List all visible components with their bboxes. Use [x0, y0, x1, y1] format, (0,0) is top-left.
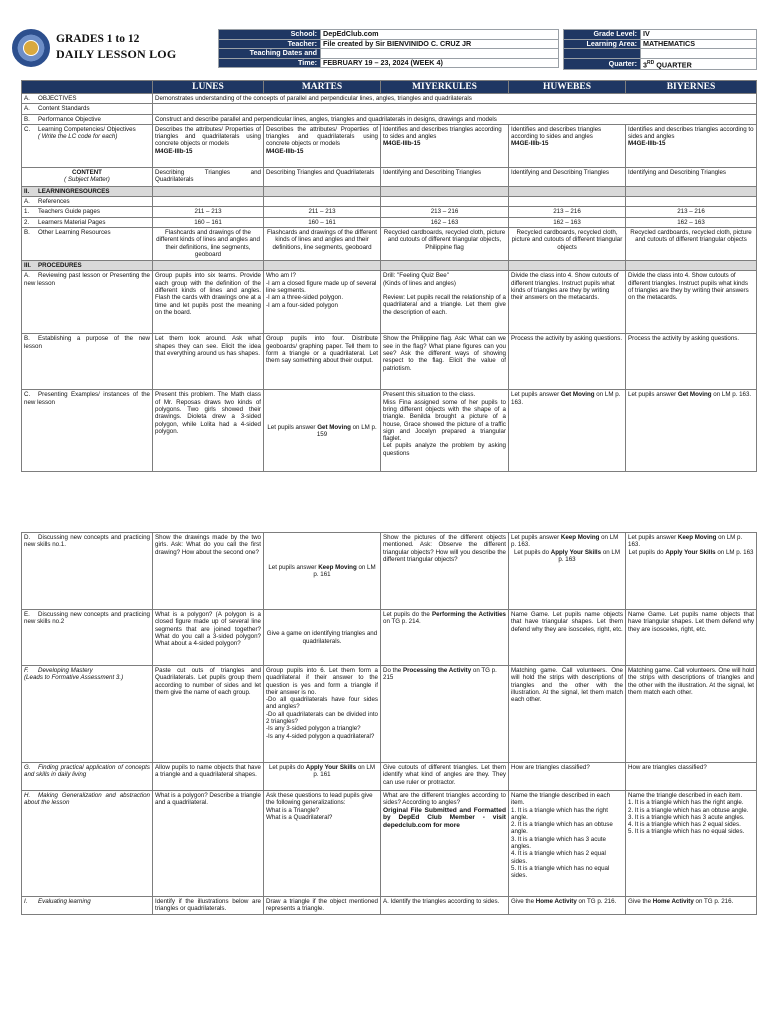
mastery-row: F. Developing Mastery (Leads to Formative Assessment 3.) Paste cut outs of triangles and Quadrilaterals. Let pupils group them according to number of sides and let them give the name of each group. Group pupils into 6. Let them form a quadrilateral if their answer to the question is yes and form a triangle if their answer is no. -Do all quadrilaterals have four sides and angles? -Do all quadrilaterals can be divided into 2 triangles? -Is any 3-sided polygon a triangle? -Is any 4-sided polygon a quadrilateral? Do the Processing the Activity on TG p. 215 Matching game. Call volunteers. One will hold the strips with descriptions of triangles and the other with the illustration. At the signal, let them match each other. Matching game. Call volunteers. One will hold the strips with descriptions of triangles and the other with the illustration. At the signal, let them match each other.: [22, 666, 757, 763]
school-info-table: School: DepEdClub.com Teacher: File created by Sir BIENVINIDO C. CRUZ JR Teaching Dates and Time: FEBRUARY 19 – 23, 2024 (WEEK 4): [218, 29, 559, 68]
competency-cell: Identifies and describes triangles according to sides and angles M4GE-IIIb-15: [509, 124, 626, 167]
day-header: LUNES: [153, 81, 264, 94]
day-header: MARTES: [264, 81, 381, 94]
lesson-log-header: [12, 29, 757, 71]
grade-value: IV: [641, 30, 757, 40]
lesson-table-part1: [21, 80, 757, 472]
lm-pages-row: 2. Learners Material Pages 160 – 161 160 – 161 162 – 163 162 – 163 162 – 163: [22, 217, 757, 227]
grade-info-table: Grade Level: IV Learning Area: MATHEMATICS Quarter: 3RD QUARTER: [563, 29, 757, 70]
competency-cell: Identifies and describes triangles according to sides and angles M4GE-IIIb-15: [381, 124, 509, 167]
dates-value: FEBRUARY 19 – 23, 2024 (WEEK 4): [321, 58, 559, 68]
procedures-row: III. PROCEDURES: [22, 261, 757, 271]
purpose-row: B. Establishing a purpose of the new lesson Let them look around. Ask what shapes they can see. Elicit the idea that everything around us has shapes. Group pupils into four. Distribute geoboards/ graphing paper. Tell them to form a triangle or a quadrilateral. Let them say something about their output. Show the Philippine flag. Ask: What can we see in the flag? What plane figures can you see? Ask the different ways of showing respect to the flag. Elicit the value of patriotism. Process the activity by asking questions. Process the activity by asking questions.: [22, 334, 757, 390]
competency-cell: Identifies and describes triangles according to sides and angles M4GE-IIIb-15: [626, 124, 757, 167]
depedclub-note: Original File Submitted and Formatted by DepEd Club Member - visit depedclub.com for more: [383, 806, 506, 830]
generalization-row: H. Making Generalization and abstraction about the lesson What is a polygon? Describe a triangle and a quadrilateral. Ask these questions to lead pupils give the following generalizations: What is a Triangle? What is a Quadrilateral? What are the different triangles according to sides? According to angles? Original File Submitted and Formatted by DepEd Club Member - visit depedclub.com for more Name the triangle described in each item. 1. It is a triangle which has the right angle. 2. It is a triangle which has an obtuse angle. 3. It is a triangle which has 3 acute angles. 4. It is a triangle which has 2 equal sides. 5. It is a triangle which has no equal sides. Name the triangle described in each item. 1. It is a triangle which has the right angle. 2. It is a triangle which has an obtuse angle. 3. It is a triangle which has 3 acute angles. 4. It is a triangle which has 2 equal sides. 5. It is a triangle which has no equal sides.: [22, 791, 757, 897]
school-value: DepEdClub.com: [321, 30, 559, 40]
other-resources-row: B. Other Learning Resources Flashcards and drawings of the different kinds of lines and angles and their definitions, line segments, geoboard Flashcards and drawings of the different kinds of lines and angles and their definitions, line segments, geoboard Recycled cardboards, recycled cloth, picture and cutouts of different triangular objects, Philippine flag Recycled cardboards, recycled cloth, picture and cutouts of different triangular objects Recycled cardboards, recycled cloth, picture and cutouts of different triangular objects: [22, 228, 757, 261]
competency-cell: Describes the attributes/ Properties of triangles and quadrilaterals using concrete objects or models M4GE-IIIb-15: [153, 124, 264, 167]
content-row: CONTENT ( Subject Matter) Describing Triangles and Quadrilaterals Describing Triangles and Quadrilaterals Identifying and Describing Triangles Identifying and Describing Triangles Identifying and Describing Triangles: [22, 167, 757, 186]
tg-pages-row: 1. Teachers Guide pages 211 – 213 211 – 213 213 – 216 213 – 216 213 – 216: [22, 207, 757, 217]
references-row: A. References: [22, 197, 757, 207]
day-header: HUWEBES: [509, 81, 626, 94]
evaluation-row: I. Evaluating learning Identify if the illustrations below are triangles or quadrilaterals. Draw a triangle if the object mentioned represents a triangle. A. Identify the triangles according to sides. Give the Home Activity on TG p. 216. Give the Home Activity on TG p. 216.: [22, 897, 757, 915]
application-row: G. Finding practical application of concepts and skills in daily living Allow pupils to name objects that have a triangle and a quadrilateral shapes. Let pupils do Apply Your Skills on LM p. 161 Give cutouts of different triangles. Let them identify what kind of angles are they. They can use ruler or protractor. How are triangles classified? How are triangles classified?: [22, 763, 757, 791]
day-header: BIYERNES: [626, 81, 757, 94]
content-standards-row: A. Content Standards: [22, 104, 757, 114]
examples-row: C. Presenting Examples/ instances of the new lesson Present this problem. The Math class of Mr. Reposas draws two kinds of polygons. Two girls showed their drawings. Dioleta drew a 3-sided polygon, while Lolita had a 4-sided polygon. Let pupils answer Get Moving on LM p. 159 Present this situation to the class. Miss Fina assigned some of her pupils to bring different objects with the shape of a triangle. Benilda brought a picture of a house, Grace showed the picture of a traffic sign and Jocelyn prepared a triangular flaglet. Let pupils analyze the problem by asking questions Let pupils answer Get Moving on LM p. 163. Let pupils answer Get Moving on LM p. 163.: [22, 390, 757, 472]
quarter-value: 3RD QUARTER: [641, 58, 757, 70]
area-value: MATHEMATICS: [641, 39, 757, 49]
resources-row: II. LEARNINGRESOURCES: [22, 186, 757, 196]
review-row: A. Reviewing past lesson or Presenting the new lesson Group pupils into six teams. Provide each group with the definition of the different kinds of lines and angles. Flash the cards with drawings one at a time and let pupils post the meaning on the board. Who am I? -I am a closed figure made up of several line segments. -I am a three-sided polygon. -I am a four-sided polygon Drill: "Feeling Quiz Bee" (Kinds of lines and angles) Review: Let pupils recall the relationship of a quadrilateral and a triangle. Let them give the description of each. Divide the class into 4. Show cutouts of different triangles. Instruct pupils what kinds of triangles are they by writing their answers on the metacards. Divide the class into 4. Show cutouts of different triangles. Instruct pupils what kinds of triangles are they by writing their answers on the metacards.: [22, 271, 757, 334]
discussing-2-row: E. Discussing new concepts and practicing new skills no.2 What is a polygon? (A polygon is a closed figure made up of several line segments that are joined together? What do you call a 3-sided polygon? What about a 4-sided polygon? Give a game on identifying triangles and quadrilaterals. Let pupils do the Performing the Activities on TG p. 214. Name Game. Let pupils name objects that have triangular shapes. Let them defend why they are isosceles, right, etc. Name Game. Let pupils name objects that have triangular shapes. Let them defend why they are isosceles, right, etc.: [22, 610, 757, 666]
discussing-1-row: D. Discussing new concepts and practicing new skills no.1. Show the drawings made by the two girls. Ask: What do you call the first drawing? How about the second one? Let pupils answer Keep Moving on LM p. 161 Show the pictures of the different objects mentioned. Ask: Observe the different triangular objects? How will you describe the different triangular objects? Let pupils answer Keep Moving on LM p. 163. Let pupils do Apply Your Skills on LM p. 163 Let pupils answer Keep Moving on LM p. 163. Let pupils do Apply Your Skills on LM p. 163: [22, 533, 757, 610]
deped-seal-icon: [12, 29, 50, 67]
lesson-table-part2: [21, 532, 757, 915]
log-title: GRADES 1 to 12 DAILY LESSON LOG: [56, 33, 177, 61]
objectives-row: A. OBJECTIVES Demonstrates understanding of the concepts of parallel and perpendicular lines, angles, triangles and quadrilaterals: [22, 94, 757, 104]
competency-cell: Describes the attributes/ Properties of triangles and quadrilaterals using concrete objects or models M4GE-IIIb-15: [264, 124, 381, 167]
day-header: MIYERKULES: [381, 81, 509, 94]
day-header-row: [22, 81, 757, 94]
competencies-row: C. Learning Competencies/ Objectives ( Write the LC code for each) Describes the attributes/ Properties of triangles and quadrilaterals using concrete objects or models M4GE-IIIb-15 Describes the attributes/ Properties of triangles and quadrilaterals using concrete objects or models M4GE-IIIb-15 Identifies and describes triangles according to sides and angles M4GE-IIIb-15 Identifies and describes triangles according to sides and angles M4GE-IIIb-15 Identifies and describes triangles according to sides and angles M4GE-IIIb-15: [22, 124, 757, 167]
teacher-value: File created by Sir BIENVINIDO C. CRUZ JR: [321, 39, 559, 49]
performance-row: B. Performance Objective Construct and describe parallel and perpendicular lines, angles, triangles and quadrilaterals in designs, drawings and models: [22, 114, 757, 124]
